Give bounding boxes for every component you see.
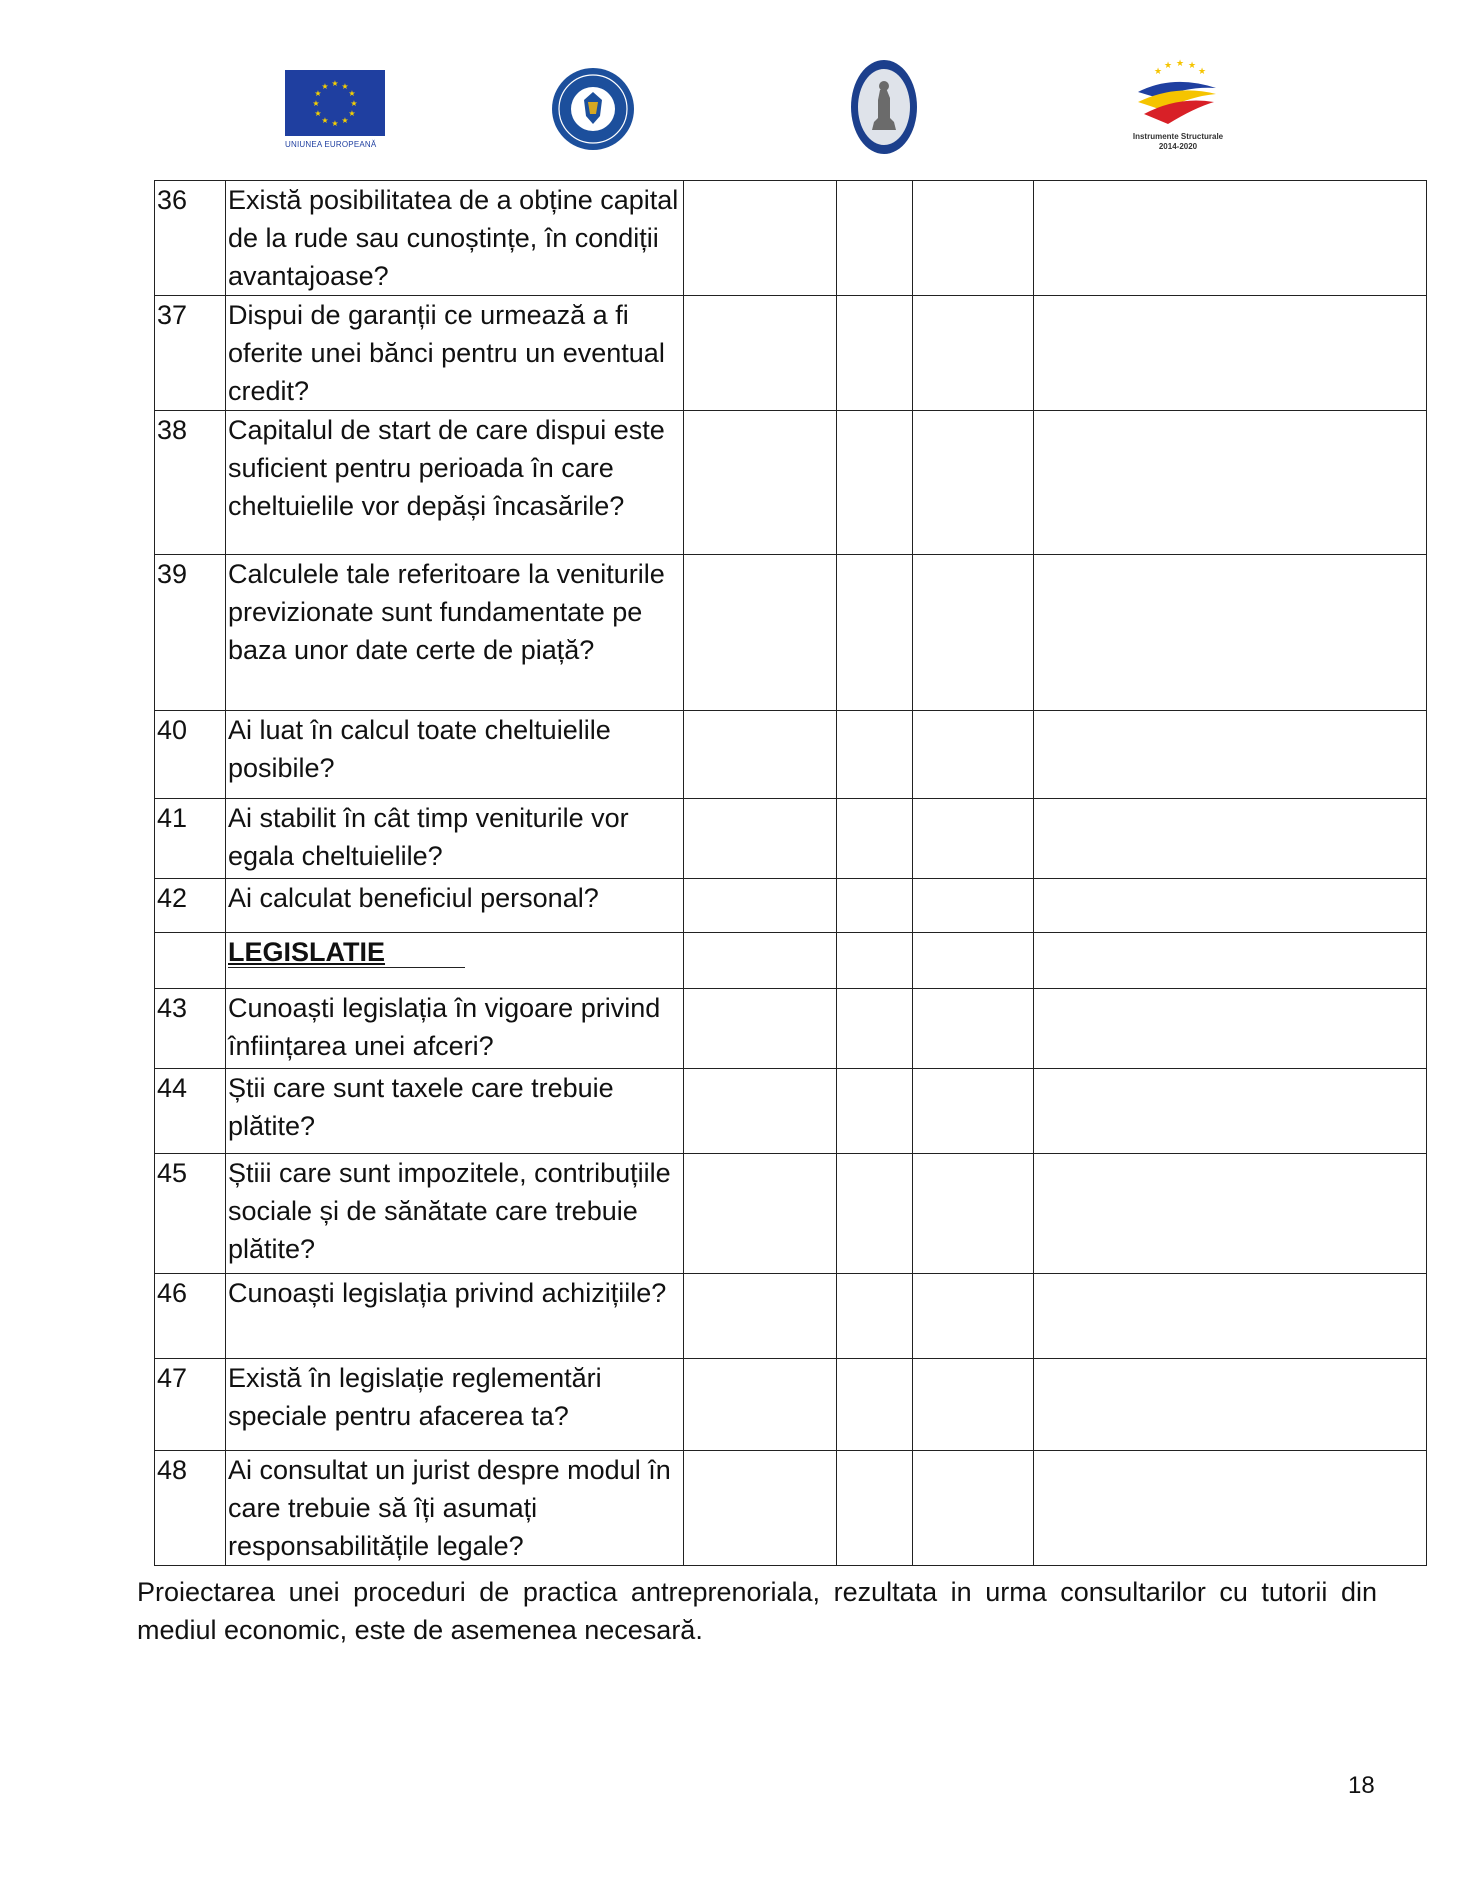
- row-number: 44: [155, 1069, 226, 1154]
- answer-cell: [1034, 1069, 1427, 1154]
- svg-text:★: ★: [321, 82, 329, 91]
- answer-cell: [837, 989, 913, 1069]
- svg-text:★: ★: [1197, 67, 1207, 77]
- table-row: [155, 296, 1427, 411]
- answer-cell: [837, 711, 913, 799]
- row-number: 43: [155, 989, 226, 1069]
- government-seal-icon: [550, 66, 636, 152]
- answer-cell: [684, 181, 837, 296]
- answer-cell: [837, 181, 913, 296]
- answer-cell: [837, 411, 913, 555]
- is-caption-line1: Instrumente Structurale: [1132, 132, 1224, 141]
- question-text: Știi care sunt taxele care trebuie plătite?: [226, 1069, 684, 1154]
- svg-text:★: ★: [321, 116, 329, 125]
- answer-cell: [913, 181, 1034, 296]
- answer-cell: [1034, 296, 1427, 411]
- answer-cell: [1034, 879, 1427, 933]
- answer-cell: [913, 879, 1034, 933]
- answer-cell: [837, 555, 913, 711]
- answer-cell: [684, 411, 837, 555]
- svg-text:★: ★: [1163, 61, 1173, 71]
- section-row: [155, 933, 1427, 989]
- header-logos: [0, 58, 1471, 158]
- answer-cell: [1034, 989, 1427, 1069]
- section-title-cell: [226, 933, 684, 989]
- svg-text:★: ★: [341, 116, 349, 125]
- answer-cell: [684, 879, 837, 933]
- row-number: 39: [155, 555, 226, 711]
- answer-cell: [913, 411, 1034, 555]
- svg-text:★: ★: [1187, 61, 1197, 71]
- row-number: 41: [155, 799, 226, 879]
- question-text: Capitalul de start de care dispui este suficient pentru perioada în care cheltuielile vor depăși încasările?: [226, 411, 684, 555]
- table-row: [155, 799, 1427, 879]
- answer-cell: [837, 296, 913, 411]
- svg-text:★: ★: [331, 79, 339, 88]
- answer-cell: [913, 1274, 1034, 1359]
- table-row: [155, 1069, 1427, 1154]
- answer-cell: [1034, 1154, 1427, 1274]
- row-number: 40: [155, 711, 226, 799]
- eu-flag-icon: [285, 70, 385, 136]
- svg-text:★: ★: [314, 109, 322, 118]
- table-row: [155, 879, 1427, 933]
- answer-cell: [913, 1069, 1034, 1154]
- row-number: [155, 933, 226, 989]
- answer-cell: [837, 1451, 913, 1566]
- table-row: [155, 181, 1427, 296]
- answer-cell: [837, 1274, 913, 1359]
- table-row: [155, 711, 1427, 799]
- answer-cell: [837, 1069, 913, 1154]
- table-row: [155, 1274, 1427, 1359]
- svg-text:★: ★: [348, 109, 356, 118]
- question-text: Cunoaști legislația privind achizițiile?: [226, 1274, 684, 1359]
- is-caption-line2: 2014-2020: [1158, 142, 1198, 151]
- row-number: 36: [155, 181, 226, 296]
- svg-text:★: ★: [1175, 59, 1185, 69]
- svg-text:★: ★: [350, 99, 358, 108]
- question-text: Dispui de garanții ce urmează a fi oferite unei bănci pentru un eventual credit?: [226, 296, 684, 411]
- section-title: LEGISLATIE: [228, 937, 465, 968]
- answer-cell: [684, 933, 837, 989]
- svg-text:★: ★: [348, 89, 356, 98]
- question-text: Există în legislație reglementări speciale pentru afacerea ta?: [226, 1359, 684, 1451]
- svg-text:★: ★: [312, 99, 320, 108]
- answer-cell: [1034, 711, 1427, 799]
- svg-text:★: ★: [314, 89, 322, 98]
- answer-cell: [684, 296, 837, 411]
- question-text: Ai luat în calcul toate cheltuielile posibile?: [226, 711, 684, 799]
- row-number: 42: [155, 879, 226, 933]
- question-text: Calculele tale referitoare la veniturile previzionate sunt fundamentate pe baza unor date certe de piață?: [226, 555, 684, 711]
- answer-cell: [684, 1154, 837, 1274]
- table-row: [155, 1451, 1427, 1566]
- answer-cell: [684, 1359, 837, 1451]
- question-text: Ai stabilit în cât timp veniturile vor egala cheltuielile?: [226, 799, 684, 879]
- answer-cell: [1034, 933, 1427, 989]
- answer-cell: [913, 1359, 1034, 1451]
- question-text: Ai calculat beneficiul personal?: [226, 879, 684, 933]
- answer-cell: [837, 1359, 913, 1451]
- table-row: [155, 555, 1427, 711]
- questionnaire-table: [154, 180, 1427, 1566]
- answer-cell: [913, 799, 1034, 879]
- row-number: 45: [155, 1154, 226, 1274]
- answer-cell: [1034, 1359, 1427, 1451]
- answer-cell: [913, 1451, 1034, 1566]
- structural-instruments-caption: [1118, 132, 1238, 152]
- question-text: Știii care sunt impozitele, contribuțiile sociale și de sănătate care trebuie plătite?: [226, 1154, 684, 1274]
- svg-text:★: ★: [331, 119, 339, 128]
- answer-cell: [684, 1451, 837, 1566]
- answer-cell: [913, 555, 1034, 711]
- answer-cell: [913, 989, 1034, 1069]
- answer-cell: [1034, 1451, 1427, 1566]
- answer-cell: [684, 555, 837, 711]
- answer-cell: [684, 1069, 837, 1154]
- row-number: 48: [155, 1451, 226, 1566]
- university-seal-icon: [850, 58, 918, 156]
- answer-cell: [1034, 181, 1427, 296]
- answer-cell: [837, 933, 913, 989]
- answer-cell: [1034, 1274, 1427, 1359]
- answer-cell: [913, 933, 1034, 989]
- structural-instruments-icon: [1118, 58, 1238, 130]
- answer-cell: [1034, 411, 1427, 555]
- table-row: [155, 989, 1427, 1069]
- table-row: [155, 1154, 1427, 1274]
- body-paragraph: Proiectarea unei proceduri de practica antreprenoriala, rezultata in urma consultarilor cu tutorii din mediul economic, este de asemenea necesară.: [137, 1577, 1377, 1645]
- row-number: 37: [155, 296, 226, 411]
- eu-caption: UNIUNEA EUROPEANĂ: [285, 140, 377, 149]
- answer-cell: [1034, 555, 1427, 711]
- svg-text:★: ★: [341, 82, 349, 91]
- question-text: Există posibilitatea de a obține capital de la rude sau cunoștințe, în condiții avantajoase?: [226, 181, 684, 296]
- question-text: Cunoaști legislația în vigoare privind înființarea unei afceri?: [226, 989, 684, 1069]
- question-text: Ai consultat un jurist despre modul în care trebuie să îți asumați responsabilitățile legale?: [226, 1451, 684, 1566]
- answer-cell: [837, 1154, 913, 1274]
- answer-cell: [684, 1274, 837, 1359]
- answer-cell: [1034, 799, 1427, 879]
- page-number: 18: [1348, 1772, 1375, 1799]
- answer-cell: [837, 799, 913, 879]
- row-number: 38: [155, 411, 226, 555]
- answer-cell: [684, 989, 837, 1069]
- answer-cell: [684, 799, 837, 879]
- row-number: 46: [155, 1274, 226, 1359]
- answer-cell: [837, 879, 913, 933]
- eu-logo: [285, 70, 385, 149]
- table-row: [155, 1359, 1427, 1451]
- answer-cell: [684, 711, 837, 799]
- answer-cell: [913, 711, 1034, 799]
- table-row: [155, 411, 1427, 555]
- row-number: 47: [155, 1359, 226, 1451]
- structural-instruments-logo: [1118, 58, 1238, 158]
- answer-cell: [913, 1154, 1034, 1274]
- answer-cell: [913, 296, 1034, 411]
- svg-text:★: ★: [1153, 67, 1163, 77]
